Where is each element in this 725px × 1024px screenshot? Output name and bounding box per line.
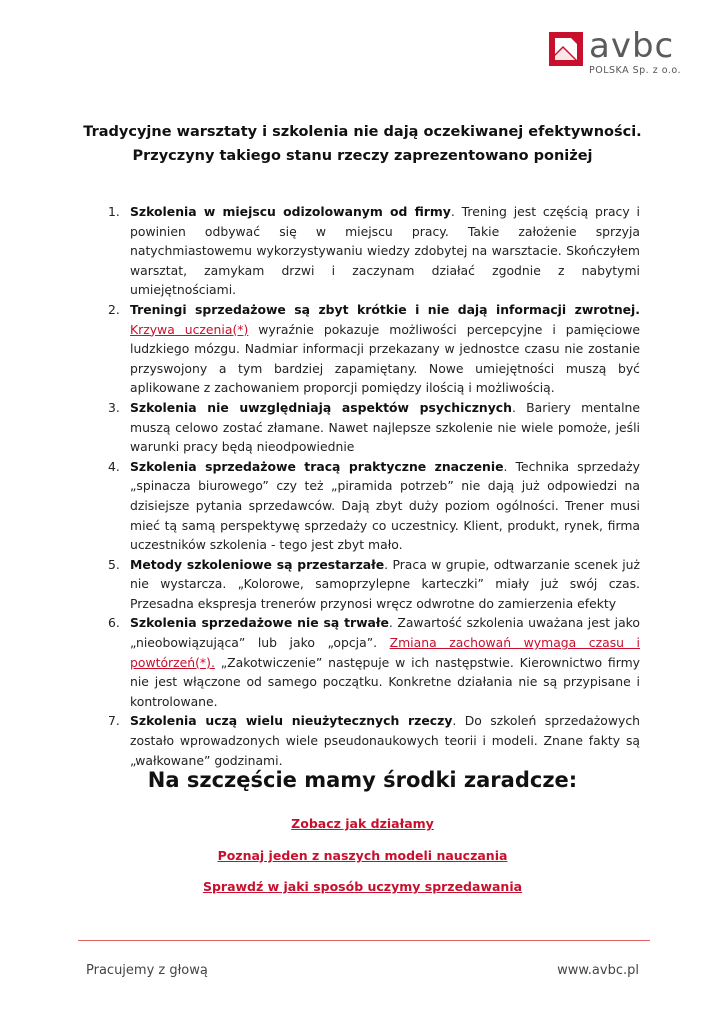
item-text: . Technika sprzedaży „spinacza biurowego” czy też „piramida potrzeb” nie dają już odpowiedzi na dzisiejsze pytania sprzedawców. Dają zbyt duży poziom ogólności. Trener musi mieć tą samą perspektywę sprzedaży co uczestnicy. Klient, produkt, rynek, firma uczestników szkolenia - tego jest zbyt mało. <box>130 458 640 553</box>
list-item <box>80 613 640 711</box>
item-bold-lead: Szkolenia uczą wielu nieużytecznych rzeczy <box>130 713 453 729</box>
item-text: wyraźnie pokazuje możliwości percepcyjne i pamięciowe ludzkiego mózgu. Nadmiar informacji przekazany w jednostce czasu nie zostanie przyswojony a tym bardziej zapamiętany. Nowe umiejętności muszą być aplikowane z zachowaniem proporcji pomiędzy ilością i możliwością. <box>130 321 640 396</box>
item-text: . Trening jest częścią pracy i powinien odbywać się w miejscu pracy. Takie założenie sprzyja natychmiastowemu wykorzystywaniu wiedzy zdobytej na warsztacie. Skończyłem warsztat, zamykam drzwi i zaczynam działać zgodnie z nabytymi umiejętnościami. <box>130 204 640 298</box>
avbc-logo <box>549 28 689 80</box>
brand-name: avbc <box>589 26 675 66</box>
remedy-title: Na szczęście mamy środki zaradcze: <box>147 768 578 792</box>
learning-curve-link[interactable]: Krzywa uczenia(*) <box>130 321 249 337</box>
link-row <box>0 813 725 832</box>
teaching-model-link[interactable]: Poznaj jeden z naszych modeli nauczania <box>217 848 508 863</box>
link-row <box>0 845 725 864</box>
item-bold-lead: Szkolenia w miejscu odizolowanym od firmy <box>130 204 451 219</box>
item-bold-lead: Szkolenia sprzedażowe tracą praktyczne znaczenie <box>130 458 504 474</box>
avbc-logo-mark-icon <box>549 32 583 66</box>
item-text: . Praca w grupie, odtwarzanie scenek już nie wystarcza. „Kolorowe, samoprzylepne karteczki” miały już swój czas. Przesadna ekspresja trenerów przynosi wręcz odwrotne do zamierzenia efekty <box>130 556 640 611</box>
heading-line-1: Tradycyjne warsztaty i szkolenia nie dają oczekiwanej efektywności. <box>83 124 642 140</box>
behavior-change-link[interactable]: Zmiana zachowań wymaga czasu i powtórzeń(*). <box>130 635 641 670</box>
see-how-we-work-link[interactable]: Zobacz jak działamy <box>291 816 434 831</box>
list-number: 6. <box>108 615 120 631</box>
item-bold-lead: Metody szkoleniowe są przestarzałe <box>130 556 385 572</box>
item-bold-lead: Szkolenia sprzedażowe nie są trwałe <box>130 615 389 631</box>
link-row <box>0 876 725 895</box>
list-item <box>80 555 640 614</box>
list-item <box>80 398 640 457</box>
item-text: . Do szkoleń sprzedażowych zostało wprowadzonych wiele pseudonaukowych teorii i modeli. Znane fakty są „wałkowane” godzinami. <box>130 713 640 768</box>
sales-teaching-link[interactable]: Sprawdź w jaki sposób uczymy sprzedawania <box>202 879 523 894</box>
footer-slogan: Pracujemy z głową <box>86 963 208 978</box>
footer-divider <box>78 940 650 941</box>
list-number: 1. <box>108 204 120 219</box>
item-text-before: . Zawartość szkolenia uważana jest jako „nieobowiązująca” lub jako „opcja”. <box>130 615 640 651</box>
list-item <box>80 711 640 770</box>
item-text: „Zakotwiczenie” następuje w ich następstwie. Kierownictwo firmy nie jest włączone od samego początku. Konkretne działania nie są przypisane i kontrolowane. <box>130 654 640 709</box>
page-heading <box>60 120 665 168</box>
list-number: 2. <box>108 301 120 317</box>
heading-line-2: Przyczyny takiego stanu rzeczy zaprezentowano poniżej <box>132 148 593 164</box>
brand-sub: POLSKA Sp. z o.o. <box>589 65 682 76</box>
list-item <box>80 300 640 398</box>
list-number: 3. <box>108 399 120 415</box>
list-number: 5. <box>108 556 120 572</box>
item-bold-lead: Treningi sprzedażowe są zbyt krótkie i nie dają informacji zwrotnej. <box>130 301 640 317</box>
list-item <box>80 202 640 300</box>
list-number: 4. <box>108 458 120 474</box>
footer-website[interactable]: www.avbc.pl <box>557 963 639 978</box>
item-bold-lead: Szkolenia nie uwzględniają aspektów psychicznych <box>130 399 512 415</box>
list-item <box>80 457 640 555</box>
reasons-list <box>80 202 640 770</box>
list-number: 7. <box>108 713 120 729</box>
item-text: . Bariery mentalne muszą celowo zostać złamane. Nawet najlepsze szkolenie nie wiele pomoże, jeśli warunki pracy będą nieodpowiednie <box>130 399 640 455</box>
